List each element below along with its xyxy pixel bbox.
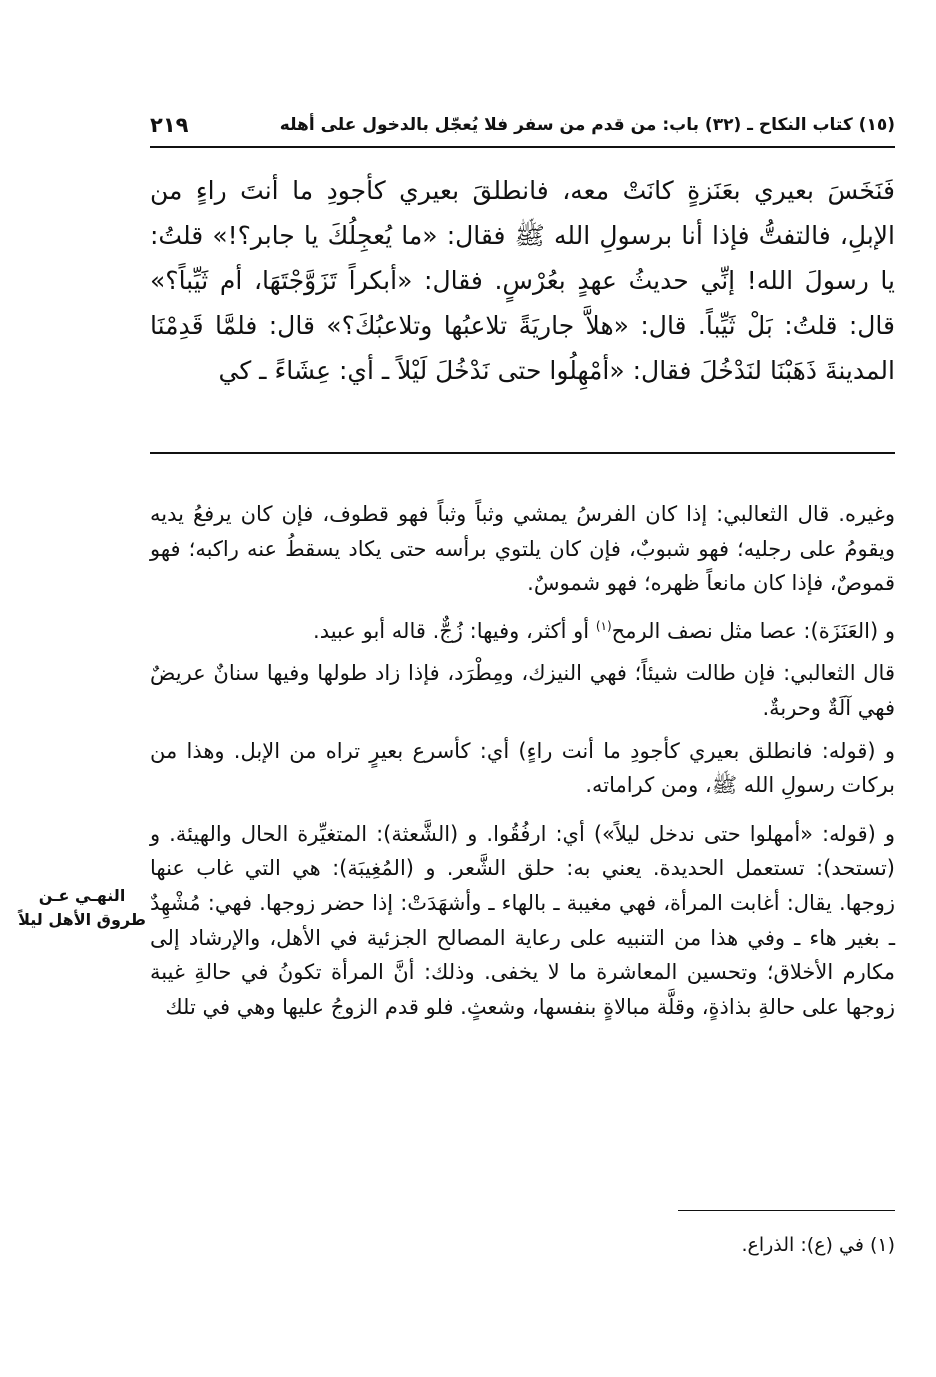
commentary-paragraph-5: و (قوله: «أمهلوا حتى ندخل ليلاً») أي: ارفُقُوا. و (الشَّعثة): المتغيِّرة الحال والهيئة. و (تستحد): تستعمل الحديدة. يعني به: حلق الشَّعر. و (المُغِيبَة): هي التي غاب عنها زوجها. يقال: أغابت المرأة، فهي مغيبة ـ بالهاء ـ وأشهَدَتْ: إذا حضر زوجها. فهي: مُشْهِدٌ ـ بغير هاء ـ وفي هذا من التنبيه على رعاية المصالح الجزئية في الأهل، والإرشاد إلى مكارم الأخلاق؛ وتحسين المعاشرة ما لا يخفى. وذلك: أنَّ المرأة تكونُ في حالةِ غيبة زوجها على حالةِ بذاذةٍ، وقلَّة مبالاةٍ بنفسها، وشعثٍ. فلو قدم الزوجُ عليها وهي في تلك (150, 821, 895, 1019)
page-header (150, 108, 895, 142)
running-title: (١٥) كتاب النكاح ـ (٣٢) باب: من قدم من سفر فلا يُعجّل بالدخول على أهله (279, 115, 895, 135)
separator-rule (150, 452, 895, 454)
commentary-paragraph-4: و (قوله: فانطلق بعيري كأجودِ ما أنت راءٍ) أي: كأسرع بعيرٍ تراه من الإبل. وهذا من بركات رسولِ الله ﷺ، ومن كراماته. (150, 738, 895, 798)
commentary-block (150, 497, 895, 1032)
footnote-rule (678, 1210, 895, 1211)
commentary-paragraph-3: قال الثعالبي: فإن طالت شيئاً؛ فهي النيزك، ومِطْرَد، فإذا زاد طولها وفيها سنانٌ عريضٌ فهي آلَةٌ وحربةٌ. (150, 661, 895, 720)
commentary-paragraph-2-b: أو أكثر، وفيها: زُجٌّ. قاله أبو عبيد. (313, 618, 590, 643)
hadith-text-block (150, 168, 895, 393)
commentary-paragraph-2 (150, 609, 895, 649)
header-rule (150, 146, 895, 148)
footnote-reference: (١) (595, 618, 612, 633)
margin-side-note: النهـي عـن طروق الأهل ليلاً (18, 886, 146, 929)
footnote: (١) في (ع): الذراع. (741, 1234, 895, 1256)
commentary-paragraph-2-a: و (العَنَزَة): عصا مثل نصف الرمح (611, 618, 895, 643)
hadith-paragraph: فَنَخَسَ بعيري بعَنَزةٍ كانَتْ معه، فانطلقَ بعيري كأجودِ ما أنتَ راءٍ من الإبلِ، فالتفتُّ فإذا أنا برسولِ الله ﷺ فقال: «ما يُعجِلُكَ يا جابر؟!» قلتُ: يا رسولَ الله! إنِّي حديثُ عهدٍ بعُرْسٍ. فقال: «أبكراً تَزَوَّجْتَهَا، أم ثَيِّباً؟» قال: قلتُ: بَلْ ثَيِّباً. قال: «هلاَّ جاريَةً تلاعبُها وتلاعبُكَ؟» قال: فلمَّا قَدِمْنَا المدينةَ ذَهَبْنَا لنَدْخُلَ فقال: «أمْهِلُوا حتى نَدْخُلَ لَيْلاً ـ أي: عِشَاءً ـ كي (150, 176, 895, 385)
page-number: ٢١٩ (150, 113, 189, 137)
commentary-paragraph-1: وغيره. قال الثعالبي: إذا كان الفرسُ يمشي وثباً وثباً فهو قطوف، فإن كان يرفعُ يديه ويقومُ على رجليه؛ فهو شبوبٌ، فإن كان يلتوي برأسه حتى يكاد يسقطُ عنه راكبه؛ فهو قموصٌ، فإذا كان مانعاً ظهره؛ فهو شموسٌ. (150, 502, 895, 596)
